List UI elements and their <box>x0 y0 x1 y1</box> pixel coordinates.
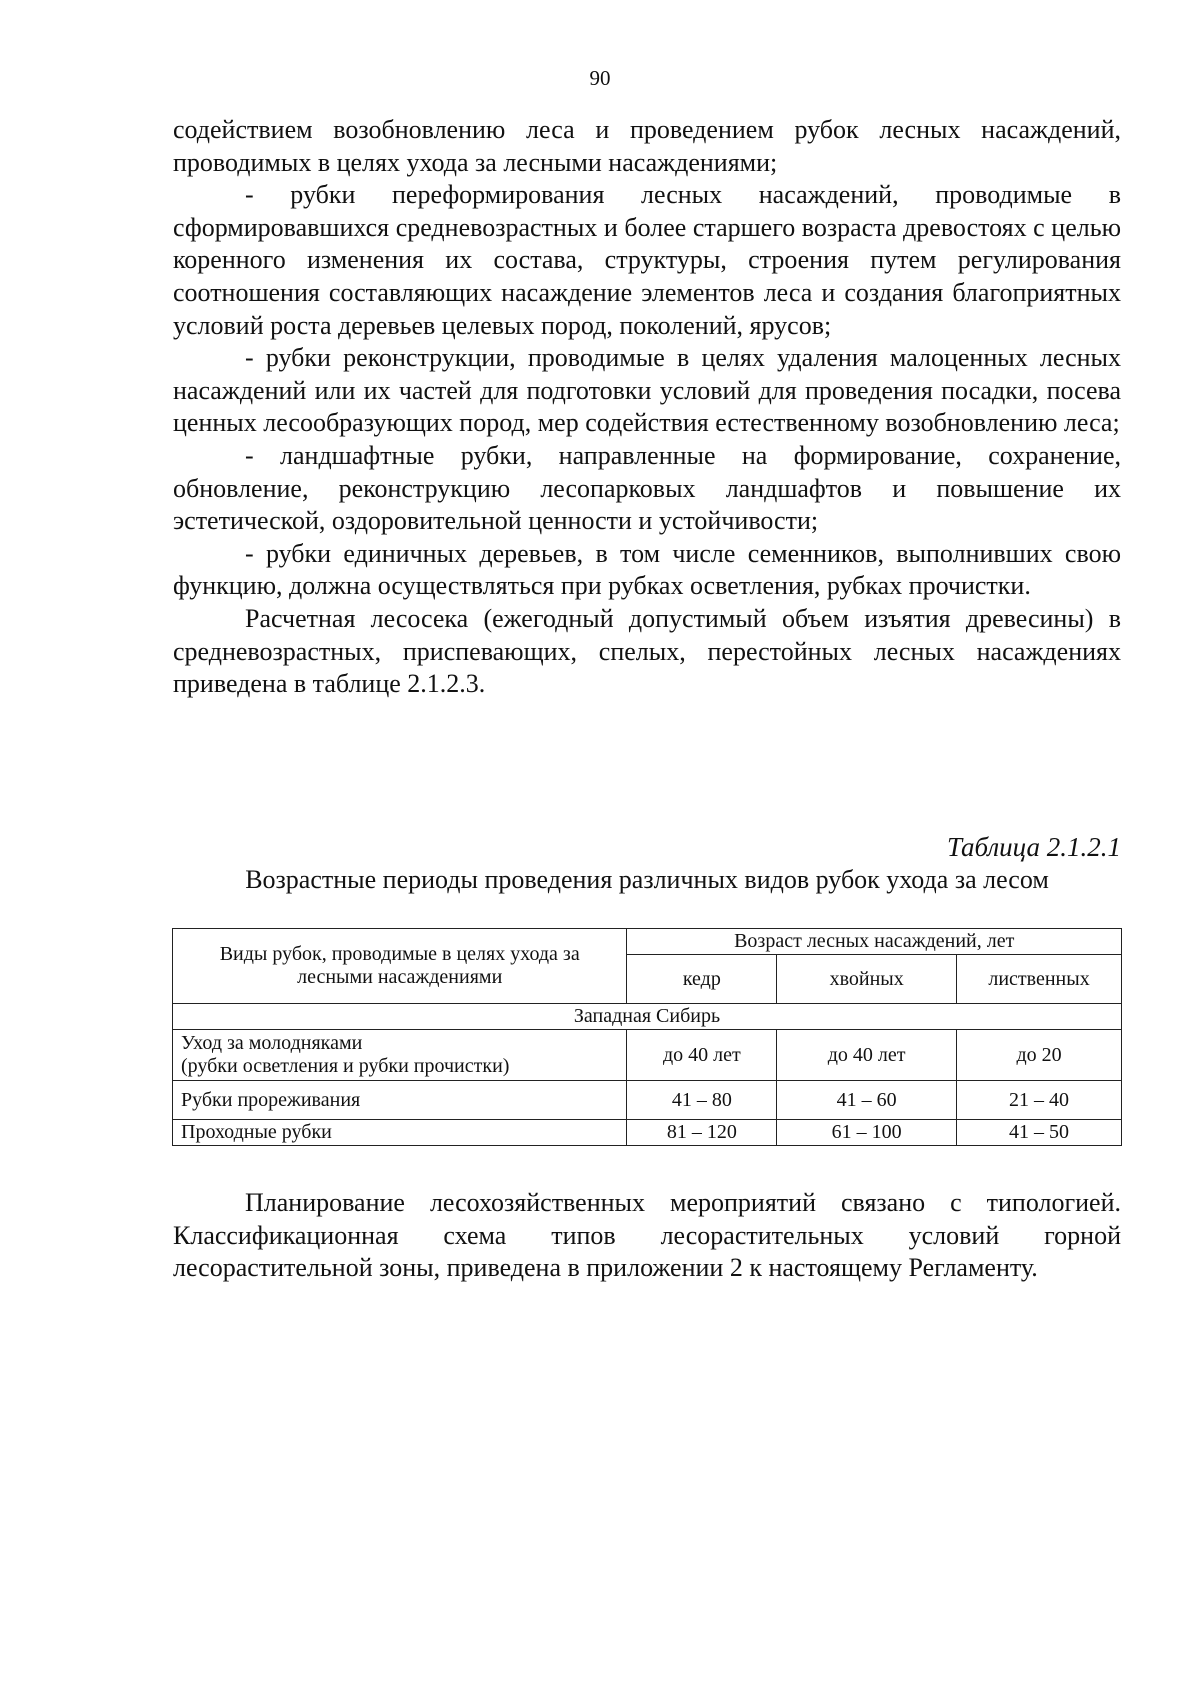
table-region-row <box>173 1004 1122 1030</box>
paragraph: Расчетная лесосека (ежегодный допустимый объем изъятия древесины) в средневозрастных, приспевающих, спелых, перестойных лесных насаждениях приведена в таблице 2.1.2.3. <box>173 603 1121 699</box>
table-row <box>173 1030 1122 1081</box>
page-number: 90 <box>589 66 611 90</box>
table-row <box>173 1081 1122 1120</box>
table-header-row <box>173 929 1122 955</box>
row-name: Уход за молодняками <box>181 1032 363 1054</box>
cell-deciduous: до 20 <box>957 1030 1122 1081</box>
closing-text <box>173 1187 1121 1285</box>
cell-cedar: до 40 лет <box>627 1030 777 1081</box>
cell-deciduous: 41 – 50 <box>957 1120 1122 1146</box>
cell-coniferous: до 40 лет <box>777 1030 957 1081</box>
row-name-cell <box>173 1030 627 1081</box>
body-text <box>173 114 1121 701</box>
subheader-deciduous: лиственных <box>957 955 1122 1004</box>
paragraph: - рубки единичных деревьев, в том числе семенников, выполнивших свою функцию, должна осуществляться при рубках осветления, рубках прочистки. <box>173 538 1121 601</box>
cell-coniferous: 61 – 100 <box>777 1120 957 1146</box>
row-name-note: (рубки осветления и рубки прочистки) <box>181 1055 510 1077</box>
paragraph: Планирование лесохозяйственных мероприятий связано с типологией. Классификационная схема типов лесорастительных условий горной лесорастительной зоны, приведена в приложении 2 к настоящему Регламенту. <box>173 1188 1121 1283</box>
table-row <box>173 1120 1122 1146</box>
subheader-cedar: кедр <box>627 955 777 1004</box>
row-name: Рубки прореживания <box>173 1081 627 1120</box>
region-label: Западная Сибирь <box>173 1004 1122 1030</box>
paragraph: содействием возобновлению леса и проведением рубок лесных насаждений, проводимых в целях ухода за лесными насаждениями; <box>173 115 1121 177</box>
table-label: Таблица 2.1.2.1 <box>946 832 1121 862</box>
cell-coniferous: 41 – 60 <box>777 1081 957 1120</box>
cell-deciduous: 21 – 40 <box>957 1081 1122 1120</box>
paragraph: - рубки переформирования лесных насаждений, проводимые в сформировавшихся средневозрастных и более старшего возраста древостоях с целью коренного изменения их состава, структуры, строения путем регулирования соотношения составляющих насаждение элементов леса и создания благоприятных условий роста деревьев целевых пород, поколений, ярусов; <box>173 180 1121 340</box>
subheader-coniferous: хвойных <box>777 955 957 1004</box>
table-title: Возрастные периоды проведения различных видов рубок ухода за лесом <box>245 865 1049 894</box>
cell-cedar: 81 – 120 <box>627 1120 777 1146</box>
paragraph: - рубки реконструкции, проводимые в целях удаления малоценных лесных насаждений или их частей для подготовки условий для проведения посадки, посева ценных лесообразующих пород, мер содействия естественному возобновлению леса; <box>173 343 1121 438</box>
row-name: Проходные рубки <box>173 1120 627 1146</box>
header-age-group: Возраст лесных насаждений, лет <box>627 929 1122 955</box>
header-cutting-types: Виды рубок, проводимые в целях ухода за лесными насаждениями <box>173 929 627 1004</box>
age-periods-table <box>172 928 1122 1146</box>
cell-cedar: 41 – 80 <box>627 1081 777 1120</box>
paragraph: - ландшафтные рубки, направленные на формирование, сохранение, обновление, реконструкцию лесопарковых ландшафтов и повышение их эстетической, оздоровительной ценности и устойчивости; <box>173 440 1121 536</box>
